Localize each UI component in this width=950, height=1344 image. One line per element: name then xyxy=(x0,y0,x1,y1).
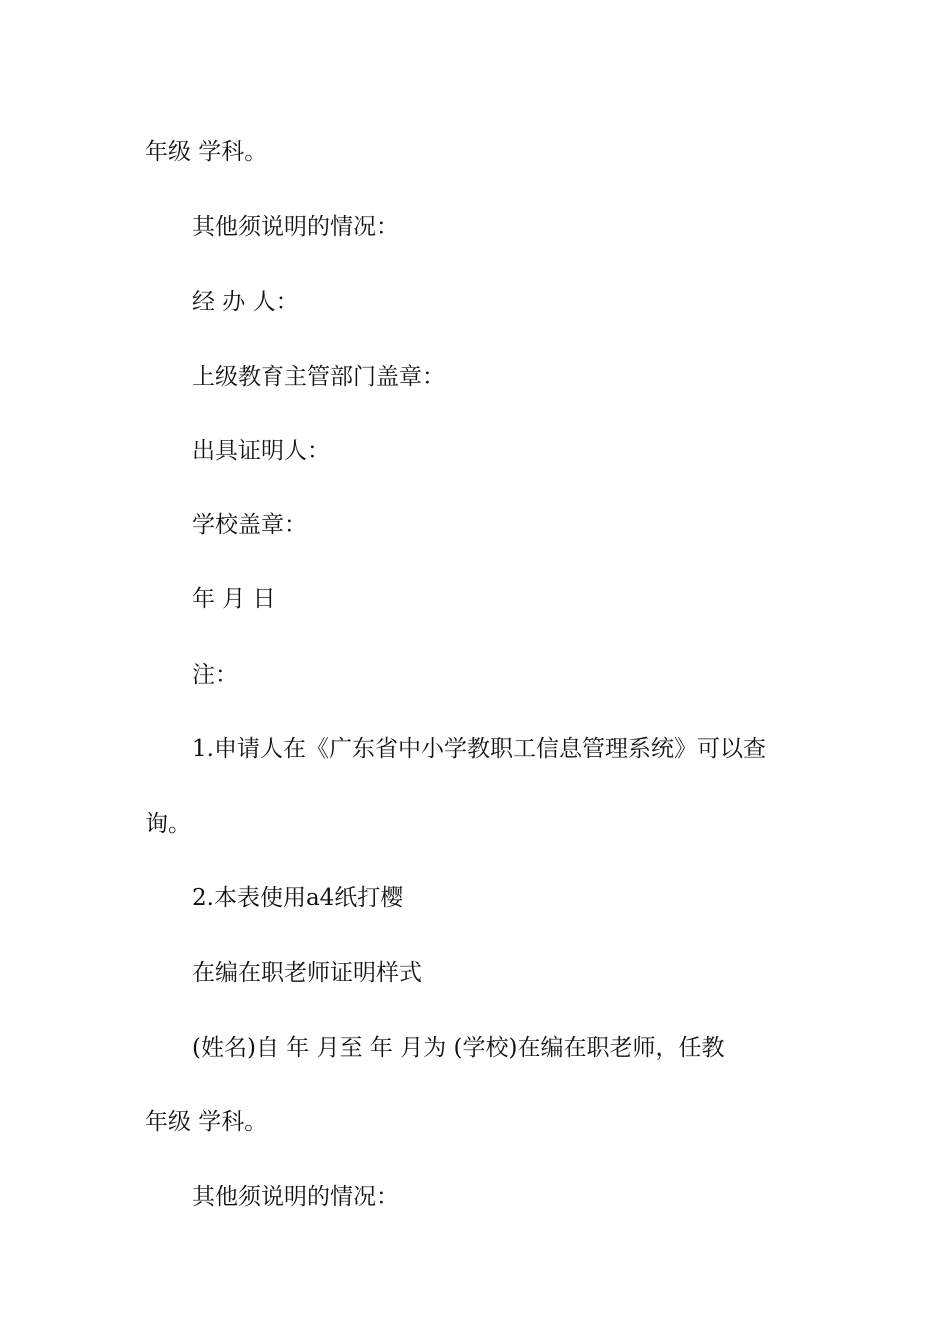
certificate-body-line: (姓名)自 年 月至 年 月为 (学校)在编在职老师，任教 xyxy=(192,1035,725,1061)
note-heading: 注： xyxy=(192,662,238,688)
note-item-1-continuation: 询。 xyxy=(145,811,191,837)
grade-subject-line-2: 年级 学科。 xyxy=(145,1109,268,1135)
section-title: 在编在职老师证明样式 xyxy=(192,960,422,986)
note-item-1: 1.申请人在《广东省中小学教职工信息管理系统》可以查 xyxy=(192,736,766,762)
school-seal-label: 学校盖章： xyxy=(192,512,307,538)
note-item-2: 2.本表使用a4纸打樱 xyxy=(192,885,404,911)
date-line: 年 月 日 xyxy=(192,586,276,612)
education-dept-seal-label: 上级教育主管部门盖章： xyxy=(192,364,445,390)
other-notes-label: 其他须说明的情况： xyxy=(192,214,399,240)
handler-label: 经 办 人： xyxy=(192,289,299,315)
other-notes-label-2: 其他须说明的情况： xyxy=(192,1184,399,1210)
certifier-label: 出具证明人： xyxy=(192,438,330,464)
grade-subject-line: 年级 学科。 xyxy=(145,139,268,165)
